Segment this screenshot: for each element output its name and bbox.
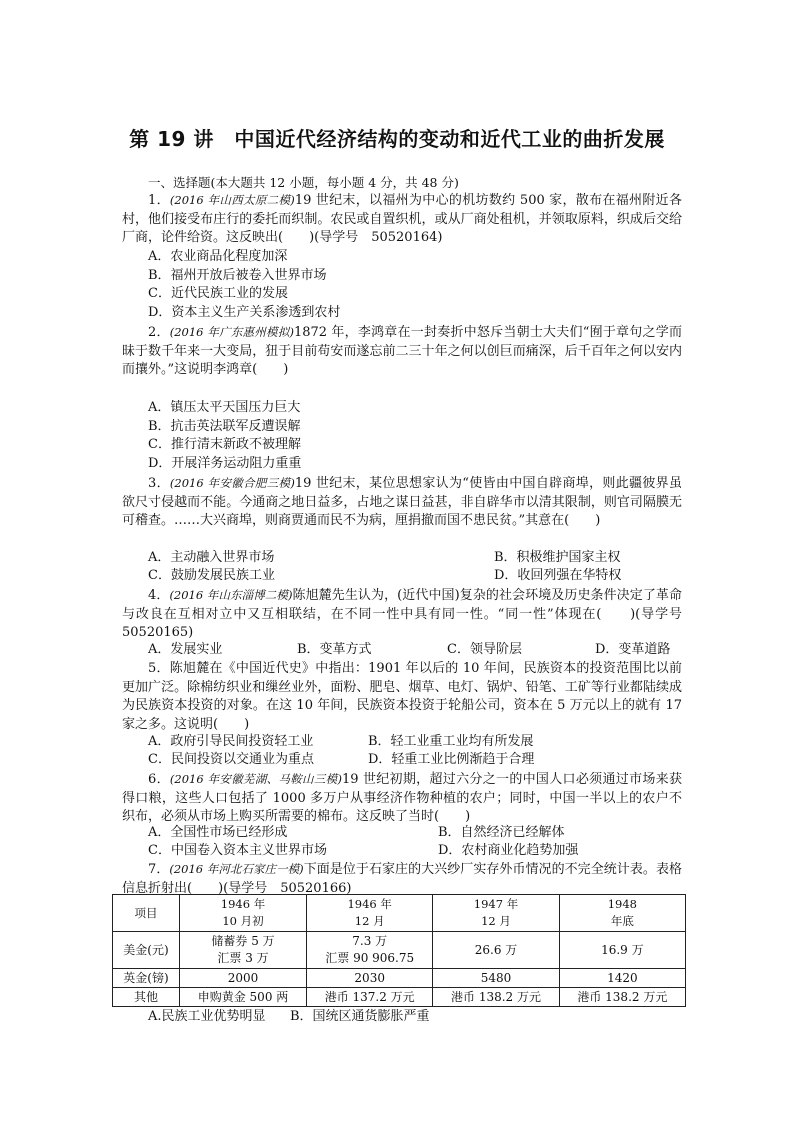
table-cell: 项目 [113, 895, 180, 932]
option-a: A.民族工业优势明显 [148, 1009, 266, 1024]
section-heading: 一、选择题(本大题共 12 小题，每小题 4 分，共 48 分) [148, 175, 459, 190]
table-cell: 港币 137.2 万元 [307, 988, 433, 1007]
option-b: B．国统区通货膨胀严重 [290, 1009, 430, 1024]
question-source: (2016 年安徽合肥三模) [169, 476, 295, 490]
option-a: A．镇压太平天国压力巨大 [148, 400, 301, 415]
question-7: 7．(2016 年河北石家庄一模)下面是位于石家庄的大兴纱厂实存外币情况的不完全统计表。表格信息折射出( )(导学号 50520166) [122, 862, 682, 896]
table-row [113, 932, 686, 969]
question-source: (2016 年山东淄博二模) [169, 588, 293, 602]
option-b: B．积极维护国家主权 [494, 550, 621, 565]
option-b: B．自然经济已经解体 [438, 825, 565, 840]
table-row [113, 988, 686, 1007]
table-cell: 储蓄券 5 万 汇票 3 万 [179, 932, 306, 969]
option-a: A．政府引导民间投资轻工业 [148, 734, 314, 749]
option-b: B．变革方式 [297, 642, 372, 657]
question-3: 3．(2016 年安徽合肥三模)19 世纪末，某位思想家认为“使皆由中国自辟商埠，则此疆彼界虽欲尺寸侵越而不能。今通商之地日益多，占地之谋日益甚，非自辟华市以清其限制，则官司隔膜无可稽查。……大兴商埠，则商贾通而民不为病，厘捐撤而国不患民贫。”其意在( ) [122, 476, 682, 529]
table-cell: 1948 年底 [559, 895, 685, 932]
table-cell: 2030 [307, 969, 433, 988]
table-cell: 26.6 万 [433, 932, 559, 969]
table-cell: 2000 [179, 969, 306, 988]
option-b: B．抗击英法联军反遭误解 [148, 419, 301, 434]
option-d: D．收回列强在华特权 [494, 568, 622, 583]
option-c: C．推行清末新政不被理解 [148, 437, 301, 452]
option-d: D．开展洋务运动阻力重重 [148, 456, 302, 471]
table-cell: 5480 [433, 969, 559, 988]
question-6: 6．(2016 年安徽芜湖、马鞍山三模)19 世纪初期，超过六分之一的中国人口必须通过市场来获得口粮，这些人口包括了 1000 多万户从事经济作物种植的农户；同时，中国一半以上的农户不织布，必须从市场上购买所需要的棉布。这反映了当时( ) [122, 772, 682, 825]
option-d: D．变革道路 [595, 642, 671, 657]
table-cell: 美金(元) [113, 932, 180, 969]
foreign-currency-table [112, 894, 686, 1007]
table-cell: 1947 年 12 月 [433, 895, 559, 932]
table-header-row [113, 895, 686, 932]
option-b: B．福州开放后被卷入世界市场 [148, 268, 327, 283]
question-source: (2016 年山西太原二模) [169, 193, 295, 207]
option-d: D．农村商业化趋势加强 [438, 843, 579, 858]
question-4: 4．(2016 年山东淄博二模)陈旭麓先生认为，(近代中国)复杂的社会环境及历史条件决定了革命与改良在互相对立中又互相联结，在不同一性中具有同一性。“同一性”体现在( )(导学号 50520165) [122, 588, 696, 641]
option-c: C．民间投资以交通业为重点 [148, 752, 314, 767]
question-1: 1．(2016 年山西太原二模)19 世纪末，以福州为中心的机坊数约 500 家，散布在福州附近各村，他们接受布庄行的委托而织制。农民或自置织机，或从厂商处租机，并领取原料，织成后交给厂商，论件给资。这反映出( )(导学号 50520164) [122, 193, 682, 246]
option-c: C．近代民族工业的发展 [148, 286, 288, 301]
option-c: C．中国卷入资本主义世界市场 [148, 843, 327, 858]
table-cell: 港币 138.2 万元 [433, 988, 559, 1007]
option-b: B．轻工业重工业均有所发展 [368, 734, 534, 749]
table-cell: 1946 年 12 月 [307, 895, 433, 932]
option-a: A．发展实业 [148, 642, 223, 657]
option-d: D．轻重工业比例渐趋于合理 [368, 752, 535, 767]
option-a: A．主动融入世界市场 [148, 550, 275, 565]
table-cell: 英金(镑) [113, 969, 180, 988]
option-c: C．鼓励发展民族工业 [148, 568, 275, 583]
table-cell: 其他 [113, 988, 180, 1007]
table-cell: 港币 138.2 万元 [559, 988, 685, 1007]
option-d: D．资本主义生产关系渗透到农村 [148, 305, 341, 320]
question-source: (2016 年广东惠州模拟) [169, 325, 294, 339]
table-row [113, 969, 686, 988]
option-c: C．领导阶层 [447, 642, 522, 657]
table-cell: 1420 [559, 969, 685, 988]
option-a: A．全国性市场已经形成 [148, 825, 288, 840]
table-cell: 7.3 万 汇票 90 906.75 [307, 932, 433, 969]
question-source: (2016 年安徽芜湖、马鞍山三模) [169, 772, 342, 786]
page-title: 第 19 讲 中国近代经济结构的变动和近代工业的曲折发展 [129, 127, 665, 151]
table-cell: 申购黄金 500 两 [179, 988, 306, 1007]
question-source: (2016 年河北石家庄一模) [169, 862, 304, 876]
table-cell: 1946 年 10 月初 [179, 895, 306, 932]
question-2: 2．(2016 年广东惠州模拟)1872 年，李鸿章在一封奏折中怒斥当朝士大夫们“囿于章句之学而昧于数千年来一大变局，狃于目前苟安而遂忘前二三十年之何以创巨而痛深，后千百年之何以安内而攘外。”这说明李鸿章( ) [122, 325, 682, 378]
question-5: 5．陈旭麓在《中国近代史》中指出：1901 年以后的 10 年间，民族资本的投资范围比以前更加广泛。除棉纺织业和缫丝业外，面粉、肥皂、烟草、电灯、锅炉、铅笔、工矿等行业都陆续成为民族资本投资的对象。在这 10 年间，民族资本投资于轮船公司，资本在 5 万元以上的就有 17 家之多。这说明( ) [122, 661, 682, 732]
table-cell: 16.9 万 [559, 932, 685, 969]
option-a: A．农业商品化程度加深 [148, 249, 288, 264]
